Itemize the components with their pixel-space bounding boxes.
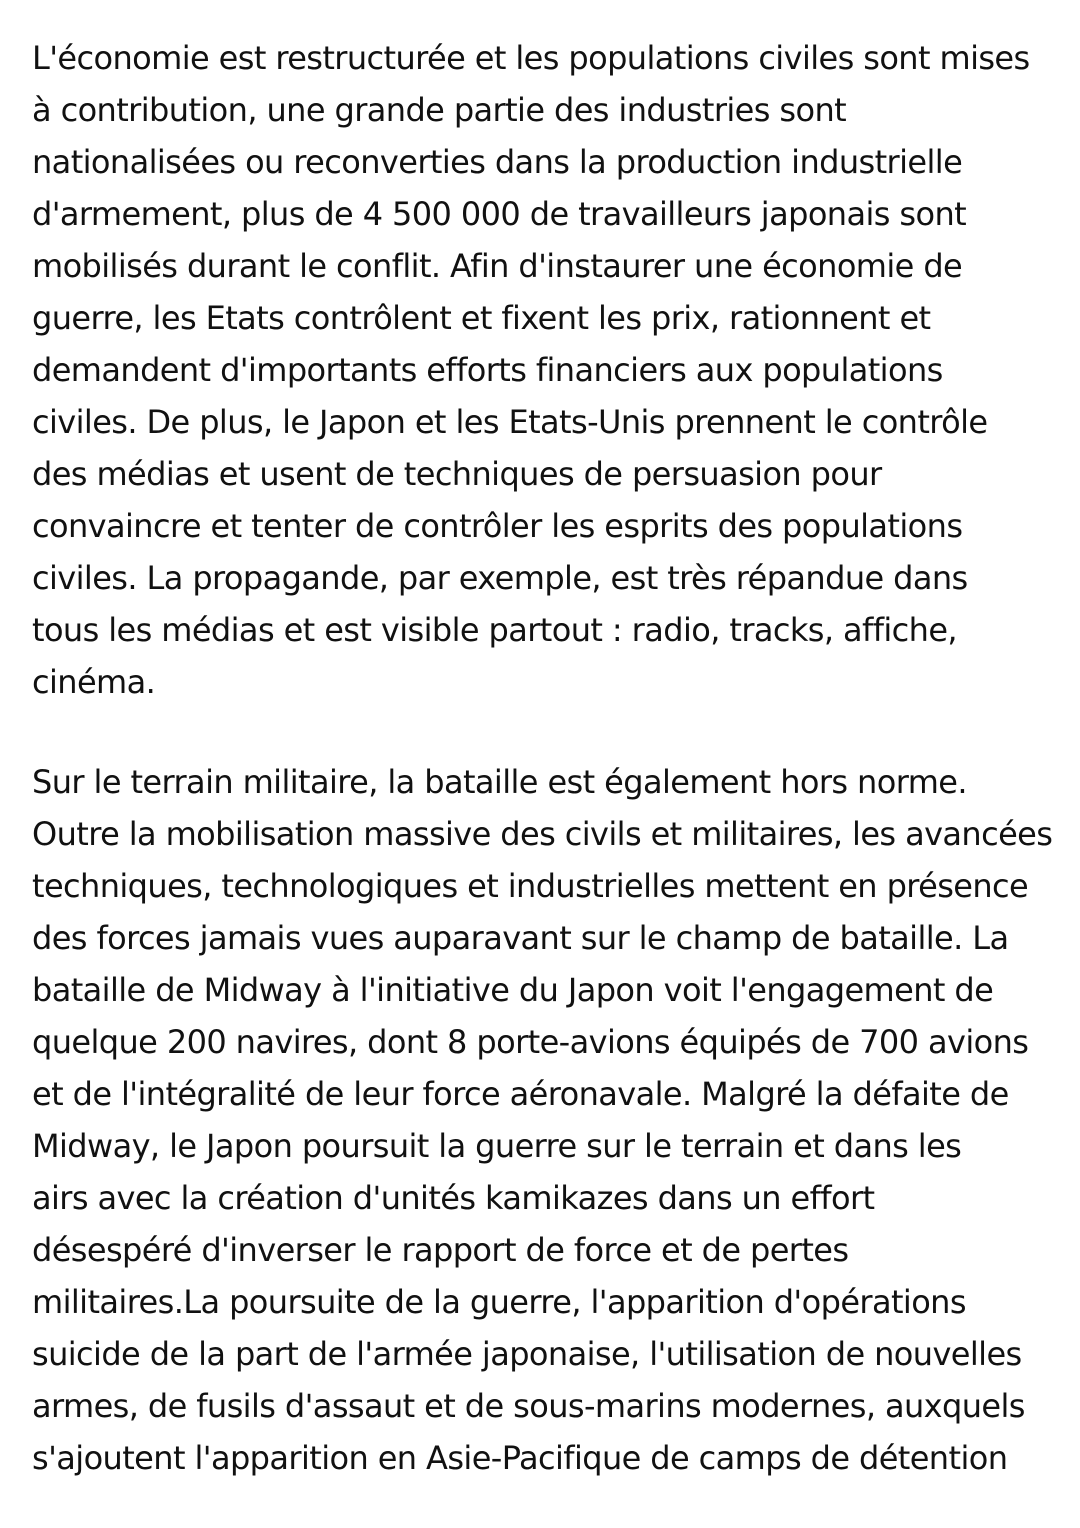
text-line: techniques, technologiques et industrielles mettent en présence (32, 867, 1029, 905)
text-line: des médias et usent de techniques de persuasion pour (32, 455, 882, 493)
text-line: Midway, le Japon poursuit la guerre sur le terrain et dans les (32, 1127, 962, 1165)
text-line: et de l'intégralité de leur force aéronavale. Malgré la défaite de (32, 1075, 1009, 1113)
text-line: nationalisées ou reconverties dans la production industrielle (32, 143, 963, 181)
text-line: militaires.La poursuite de la guerre, l'apparition d'opérations (32, 1283, 966, 1321)
text-line: suicide de la part de l'armée japonaise, l'utilisation de nouvelles (32, 1335, 1022, 1373)
text-line: demandent d'importants efforts financiers aux populations (32, 351, 943, 389)
text-line: Outre la mobilisation massive des civils et militaires, les avancées (32, 815, 1053, 853)
text-line: armes, de fusils d'assaut et de sous-marins modernes, auxquels (32, 1387, 1025, 1425)
text-line: convaincre et tenter de contrôler les esprits des populations (32, 507, 963, 545)
text-line: tous les médias et est visible partout : radio, tracks, affiche, (32, 611, 957, 649)
text-line: guerre, les Etats contrôlent et fixent les prix, rationnent et (32, 299, 931, 337)
text-line: d'armement, plus de 4 500 000 de travailleurs japonais sont (32, 195, 967, 233)
text-line: s'ajoutent l'apparition en Asie-Pacifique de camps de détention (32, 1439, 1008, 1477)
text-line: cinéma. (32, 663, 156, 701)
text-line: désespéré d'inverser le rapport de force et de pertes (32, 1231, 849, 1269)
text-line: quelque 200 navires, dont 8 porte-avions équipés de 700 avions (32, 1023, 1029, 1061)
text-line: civiles. La propagande, par exemple, est très répandue dans (32, 559, 968, 597)
text-line: civiles. De plus, le Japon et les Etats-Unis prennent le contrôle (32, 403, 988, 441)
text-line: Sur le terrain militaire, la bataille est également hors norme. (32, 763, 967, 801)
text-line: L'économie est restructurée et les populations civiles sont mises (32, 39, 1030, 77)
text-line: bataille de Midway à l'initiative du Japon voit l'engagement de (32, 971, 994, 1009)
text-line: airs avec la création d'unités kamikazes dans un effort (32, 1179, 875, 1217)
text-line: à contribution, une grande partie des industries sont (32, 91, 847, 129)
text-line: des forces jamais vues auparavant sur le champ de bataille. La (32, 919, 1009, 957)
text-line: mobilisés durant le conflit. Afin d'instaurer une économie de (32, 247, 963, 285)
